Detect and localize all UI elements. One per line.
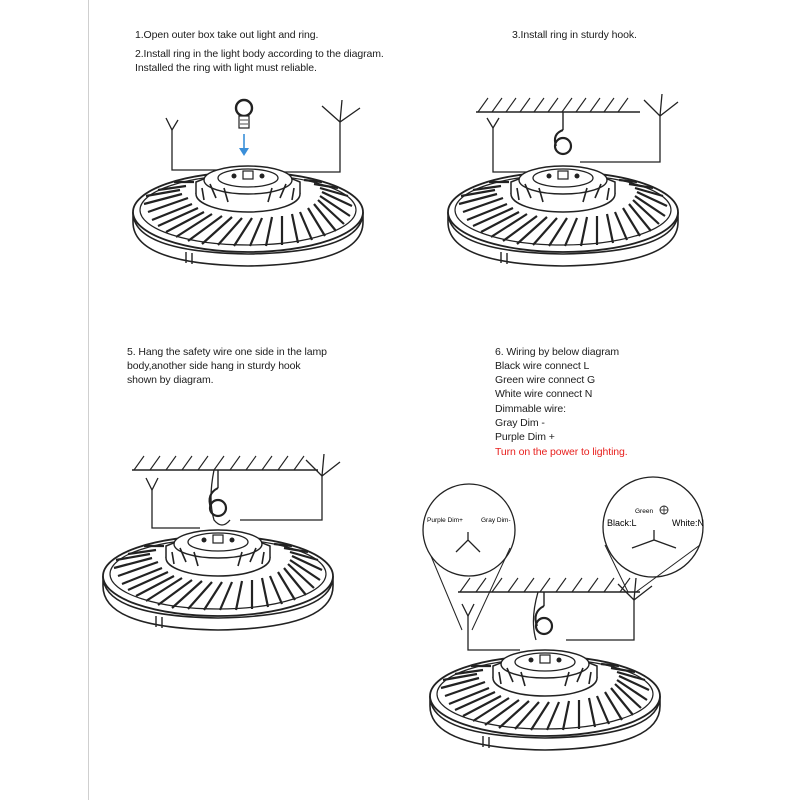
dimming-wire-callout xyxy=(423,484,515,576)
step6-gray-dim: Gray Dim - xyxy=(495,417,545,429)
step5-text-line2: body,another side hang in sturdy hook xyxy=(127,360,301,372)
step6-purple-dim: Purple Dim + xyxy=(495,431,555,443)
step6-black-wire: Black wire connect L xyxy=(495,360,590,372)
eyebolt-icon xyxy=(236,100,252,116)
callout-purple-label: Purple Dim+ xyxy=(427,517,463,524)
step5-text-line3: shown by diagram. xyxy=(127,374,214,386)
step5-text-line1: 5. Hang the safety wire one side in the lamp xyxy=(127,346,327,358)
step1-text: 1.Open outer box take out light and ring. xyxy=(135,29,319,41)
step6-title: 6. Wiring by below diagram xyxy=(495,346,620,358)
step2-text-line1: 2.Install ring in the light body according to the diagram. xyxy=(135,48,384,60)
step3-text: 3.Install ring in sturdy hook. xyxy=(512,29,637,41)
step6-white-wire: White wire connect N xyxy=(495,388,593,400)
callout-gray-label: Gray Dim- xyxy=(481,517,511,524)
step6-dimmable-label: Dimmable wire: xyxy=(495,403,566,415)
callout-white-label: White:N xyxy=(672,518,705,528)
diagram-step5 xyxy=(103,454,340,630)
step6-power-warning: Turn on the power to lighting. xyxy=(495,446,628,458)
diagram-step2 xyxy=(133,100,363,266)
step2-text-line2: Installed the ring with light must reliable. xyxy=(135,62,317,74)
callout-black-label: Black:L xyxy=(607,518,637,528)
diagram-step3 xyxy=(448,94,678,266)
callout-green-label: Green xyxy=(635,508,654,515)
diagram-step6 xyxy=(423,477,704,750)
step6-green-wire: Green wire connect G xyxy=(495,374,596,386)
